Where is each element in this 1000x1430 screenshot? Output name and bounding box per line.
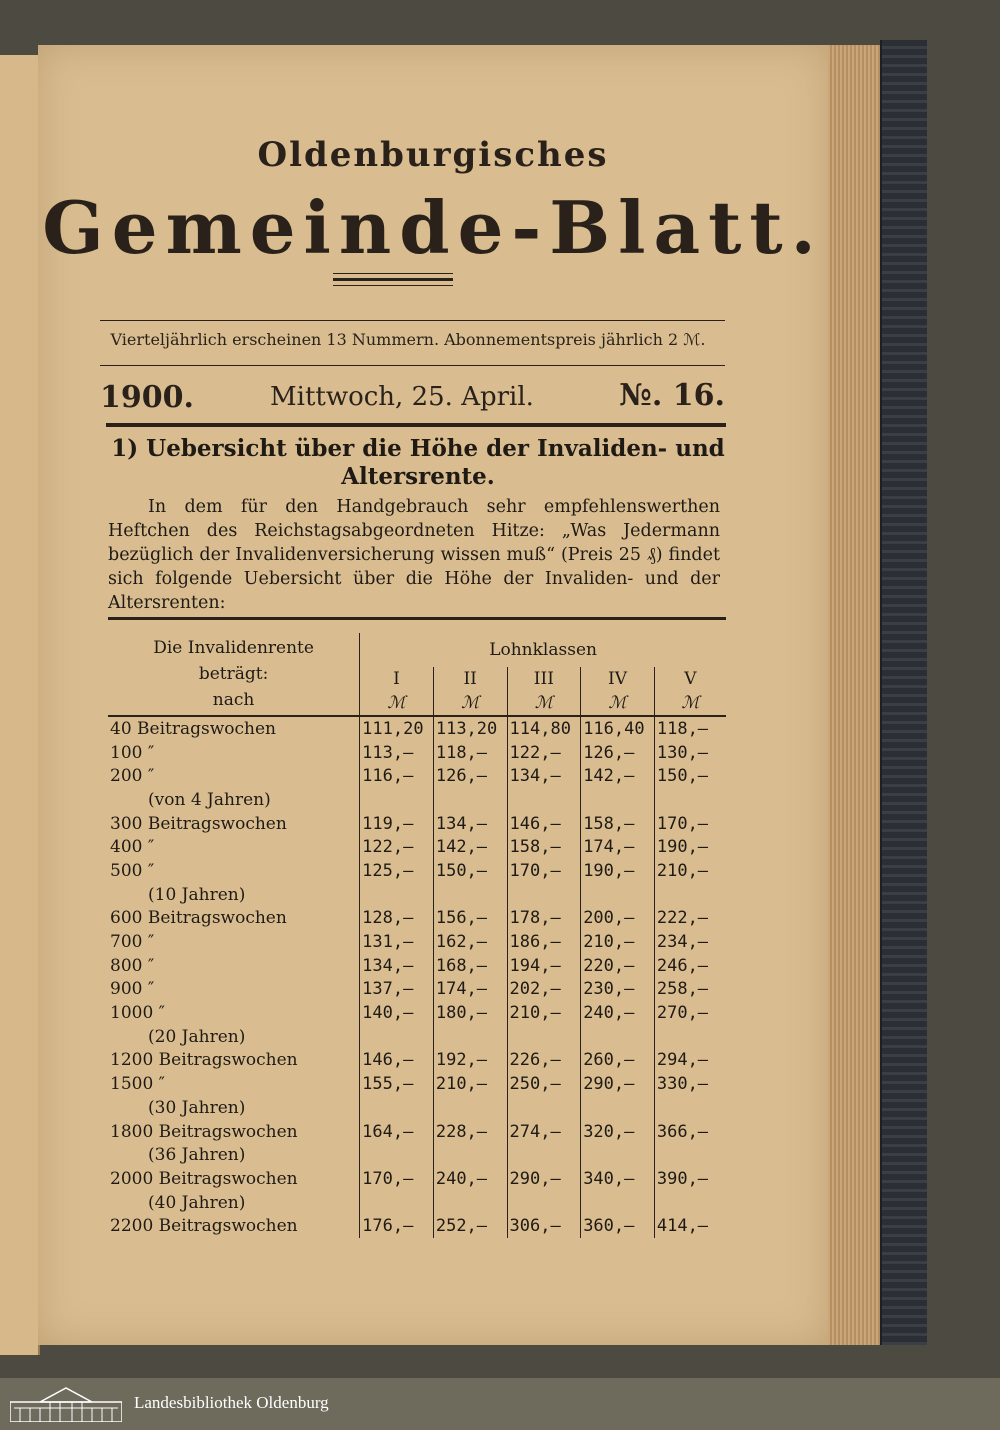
rent-value-class-2: 210,— (433, 1072, 507, 1096)
row-label: 700 ″ (110, 932, 155, 953)
table-row (108, 859, 726, 883)
rent-value-class-4: 230,— (581, 978, 655, 1002)
class-header-1: I (360, 667, 434, 691)
rent-value-class-5: 170,— (654, 812, 726, 836)
label-header-line-3: nach (212, 690, 255, 710)
rent-value-class-2: 168,— (433, 954, 507, 978)
rent-value-class-1: 137,— (360, 978, 434, 1002)
rent-value-class-5: 190,— (654, 835, 726, 859)
table-row (108, 1214, 726, 1238)
table-header-row (108, 633, 726, 667)
rent-value-class-2: 192,— (433, 1049, 507, 1073)
rent-value-class-2: 174,— (433, 978, 507, 1002)
rent-value-class-5: 234,— (654, 930, 726, 954)
unit-header-5: ℳ (654, 691, 726, 716)
row-label: 300 Beitragswochen (110, 813, 287, 834)
rent-value-class-5: 390,— (654, 1167, 726, 1191)
rent-value-class-1: 140,— (360, 1001, 434, 1025)
rent-value-class-4 (581, 788, 655, 812)
unit-header-1: ℳ (360, 691, 434, 716)
rent-value-class-4: 260,— (581, 1049, 655, 1073)
row-label: (40 Jahren) (148, 1192, 246, 1213)
unit-header-4: ℳ (581, 691, 655, 716)
table-row (108, 1143, 726, 1167)
rent-value-class-3: 226,— (507, 1049, 581, 1073)
issue-year: 1900. (100, 380, 194, 415)
rent-value-class-1: 128,— (360, 907, 434, 931)
article-paragraph (108, 495, 720, 615)
rent-value-class-5 (654, 788, 726, 812)
rent-value-class-4: 190,— (581, 859, 655, 883)
table-row (108, 716, 726, 741)
table-row (108, 1025, 726, 1049)
article-paragraph-text: In dem für den Handgebrauch sehr empfehlenswerthen Heftchen des Reichstagsabgeordneten Hitze: „Was Jedermann bezüglich der Invalidenversicherung wissen muß“ (Preis 25 ₰) findet sich folgende Uebersicht über die Höhe der Invaliden- und der Altersrenten: (108, 497, 720, 613)
rent-value-class-2: 150,— (433, 859, 507, 883)
rent-value-class-5 (654, 883, 726, 907)
rent-value-class-5: 222,— (654, 907, 726, 931)
class-header-2: II (433, 667, 507, 691)
rent-value-class-2: 162,— (433, 930, 507, 954)
rent-value-class-4: 158,— (581, 812, 655, 836)
rent-value-class-2: 134,— (433, 812, 507, 836)
rent-value-class-5 (654, 1143, 726, 1167)
rent-value-class-4: 126,— (581, 741, 655, 765)
rent-value-class-2 (433, 1096, 507, 1120)
table-row (108, 741, 726, 765)
library-name: Landesbibliothek Oldenburg (134, 1393, 329, 1412)
rent-value-class-4: 174,— (581, 835, 655, 859)
rent-value-class-3: 146,— (507, 812, 581, 836)
rent-value-class-5: 258,— (654, 978, 726, 1002)
table-row (108, 764, 726, 788)
unit-header-3: ℳ (507, 691, 581, 716)
rent-value-class-1 (360, 883, 434, 907)
article-heading: 1) Uebersicht über die Höhe der Invaliden- und Altersrente. (111, 435, 725, 490)
library-building-icon (10, 1386, 122, 1422)
label-header-line-2: beträgt: (198, 664, 269, 684)
rent-value-class-3 (507, 1096, 581, 1120)
label-header (108, 633, 360, 716)
table-row (108, 954, 726, 978)
masthead-rule-2 (333, 278, 453, 281)
table-row (108, 1191, 726, 1215)
rent-value-class-1: 116,— (360, 764, 434, 788)
class-header-4: IV (581, 667, 655, 691)
rent-value-class-4: 210,— (581, 930, 655, 954)
rent-value-class-5: 330,— (654, 1072, 726, 1096)
rent-value-class-3 (507, 788, 581, 812)
rent-value-class-3 (507, 1025, 581, 1049)
rent-value-class-4 (581, 1143, 655, 1167)
rent-value-class-3: 178,— (507, 907, 581, 931)
rent-value-class-1 (360, 1191, 434, 1215)
rent-value-class-5: 210,— (654, 859, 726, 883)
rent-value-class-1: 170,— (360, 1167, 434, 1191)
row-label: 500 ″ (110, 860, 155, 881)
rent-value-class-2 (433, 788, 507, 812)
rent-value-class-2: 118,— (433, 741, 507, 765)
rent-value-class-3: 274,— (507, 1120, 581, 1144)
rent-value-class-3: 194,— (507, 954, 581, 978)
rent-value-class-2: 180,— (433, 1001, 507, 1025)
row-label: 1500 ″ (110, 1074, 166, 1095)
row-label: 600 Beitragswochen (110, 908, 287, 929)
row-label: (36 Jahren) (148, 1145, 246, 1166)
rent-value-class-2 (433, 1143, 507, 1167)
rent-value-class-3 (507, 1143, 581, 1167)
rent-value-class-3: 134,— (507, 764, 581, 788)
rent-value-class-2: 142,— (433, 835, 507, 859)
rent-value-class-1: 176,— (360, 1214, 434, 1238)
masthead-rule-1 (333, 273, 453, 274)
rent-value-class-3: 158,— (507, 835, 581, 859)
table-row (108, 907, 726, 931)
table-row (108, 1096, 726, 1120)
rent-value-class-1: 164,— (360, 1120, 434, 1144)
unit-header-2: ℳ (433, 691, 507, 716)
issue-number: №. 16. (619, 378, 725, 413)
rent-value-class-1: 131,— (360, 930, 434, 954)
dateline-rule (106, 423, 726, 427)
rent-value-class-1: 113,— (360, 741, 434, 765)
rent-value-class-1 (360, 1096, 434, 1120)
rent-value-class-4 (581, 883, 655, 907)
rent-value-class-5 (654, 1025, 726, 1049)
rent-value-class-4: 360,— (581, 1214, 655, 1238)
subline-rule-bottom (100, 365, 725, 366)
row-label: 200 ″ (110, 766, 155, 787)
table-row (108, 1120, 726, 1144)
row-label: 1200 Beitragswochen (110, 1050, 298, 1071)
rent-value-class-3: 290,— (507, 1167, 581, 1191)
rent-value-class-2 (433, 1025, 507, 1049)
row-label: 800 ″ (110, 955, 155, 976)
table-row (108, 1167, 726, 1191)
rent-value-class-2: 228,— (433, 1120, 507, 1144)
masthead-title: Gemeinde-Blatt. (42, 185, 824, 270)
masthead-rule-3 (333, 285, 453, 286)
rent-value-class-5: 414,— (654, 1214, 726, 1238)
document-page (38, 45, 828, 1345)
rent-value-class-4 (581, 1191, 655, 1215)
rent-value-class-4: 340,— (581, 1167, 655, 1191)
table-row (108, 1049, 726, 1073)
row-label: 40 Beitragswochen (110, 718, 276, 739)
rent-value-class-5: 130,— (654, 741, 726, 765)
subscription-line: Vierteljährlich erscheinen 13 Nummern. Abonnementspreis jährlich 2 ℳ. (110, 330, 706, 349)
rent-value-class-4: 200,— (581, 907, 655, 931)
rent-value-class-1: 122,— (360, 835, 434, 859)
row-label: 2200 Beitragswochen (110, 1216, 298, 1237)
row-label: 900 ″ (110, 979, 155, 1000)
rent-value-class-5: 150,— (654, 764, 726, 788)
rent-value-class-1: 125,— (360, 859, 434, 883)
rent-value-class-2 (433, 1191, 507, 1215)
table-row (108, 788, 726, 812)
table-body (108, 716, 726, 1238)
row-label: (20 Jahren) (148, 1026, 246, 1047)
label-header-line-1: Die Invalidenrente (153, 638, 314, 658)
rent-value-class-1: 155,— (360, 1072, 434, 1096)
table-row (108, 1072, 726, 1096)
rent-value-class-5: 366,— (654, 1120, 726, 1144)
row-label: 400 ″ (110, 837, 155, 858)
rent-value-class-1: 146,— (360, 1049, 434, 1073)
rent-value-class-3: 186,— (507, 930, 581, 954)
pension-table (108, 633, 726, 1238)
rent-value-class-3: 114,80 (507, 716, 581, 741)
rent-value-class-1 (360, 1143, 434, 1167)
rent-value-class-3: 202,— (507, 978, 581, 1002)
row-label: (von 4 Jahren) (148, 789, 271, 810)
masthead-small: Oldenburgisches (257, 135, 609, 175)
rent-value-class-3 (507, 883, 581, 907)
rent-value-class-4 (581, 1096, 655, 1120)
rent-value-class-5: 294,— (654, 1049, 726, 1073)
rent-value-class-4: 116,40 (581, 716, 655, 741)
table-row (108, 1001, 726, 1025)
rent-value-class-2: 156,— (433, 907, 507, 931)
table-row (108, 930, 726, 954)
rent-value-class-5: 270,— (654, 1001, 726, 1025)
subline-rule (100, 320, 725, 321)
table-top-rule (108, 617, 726, 620)
class-header-3: III (507, 667, 581, 691)
rent-value-class-4: 320,— (581, 1120, 655, 1144)
rent-value-class-5: 246,— (654, 954, 726, 978)
rent-value-class-4: 220,— (581, 954, 655, 978)
rent-value-class-3: 250,— (507, 1072, 581, 1096)
lohnklassen-header: Lohnklassen (360, 633, 726, 667)
rent-value-class-2: 113,20 (433, 716, 507, 741)
rent-value-class-3: 306,— (507, 1214, 581, 1238)
rent-value-class-1: 111,20 (360, 716, 434, 741)
rent-value-class-4: 142,— (581, 764, 655, 788)
table-row (108, 835, 726, 859)
rent-value-class-1: 134,— (360, 954, 434, 978)
row-label: 1000 ″ (110, 1003, 166, 1024)
row-label: 1800 Beitragswochen (110, 1121, 298, 1142)
left-page-edge (0, 55, 40, 1355)
footer-bar (0, 1378, 1000, 1430)
rent-value-class-2 (433, 883, 507, 907)
rent-value-class-4: 240,— (581, 1001, 655, 1025)
book-cover (880, 40, 927, 1345)
rent-value-class-3 (507, 1191, 581, 1215)
table-row (108, 978, 726, 1002)
rent-value-class-2: 252,— (433, 1214, 507, 1238)
rent-value-class-4: 290,— (581, 1072, 655, 1096)
class-header-5: V (654, 667, 726, 691)
rent-value-class-1 (360, 788, 434, 812)
row-label: (10 Jahren) (148, 884, 246, 905)
rent-value-class-5: 118,— (654, 716, 726, 741)
row-label: 100 ″ (110, 742, 155, 763)
rent-value-class-4 (581, 1025, 655, 1049)
rent-value-class-2: 126,— (433, 764, 507, 788)
row-label: 2000 Beitragswochen (110, 1168, 298, 1189)
issue-date: Mittwoch, 25. April. (270, 382, 534, 412)
rent-value-class-3: 210,— (507, 1001, 581, 1025)
rent-value-class-3: 122,— (507, 741, 581, 765)
rent-value-class-3: 170,— (507, 859, 581, 883)
rent-value-class-5 (654, 1191, 726, 1215)
table-row (108, 883, 726, 907)
table-row (108, 812, 726, 836)
row-label: (30 Jahren) (148, 1097, 246, 1118)
rent-value-class-5 (654, 1096, 726, 1120)
rent-value-class-1: 119,— (360, 812, 434, 836)
dateline (100, 370, 725, 420)
rent-value-class-1 (360, 1025, 434, 1049)
rent-value-class-2: 240,— (433, 1167, 507, 1191)
